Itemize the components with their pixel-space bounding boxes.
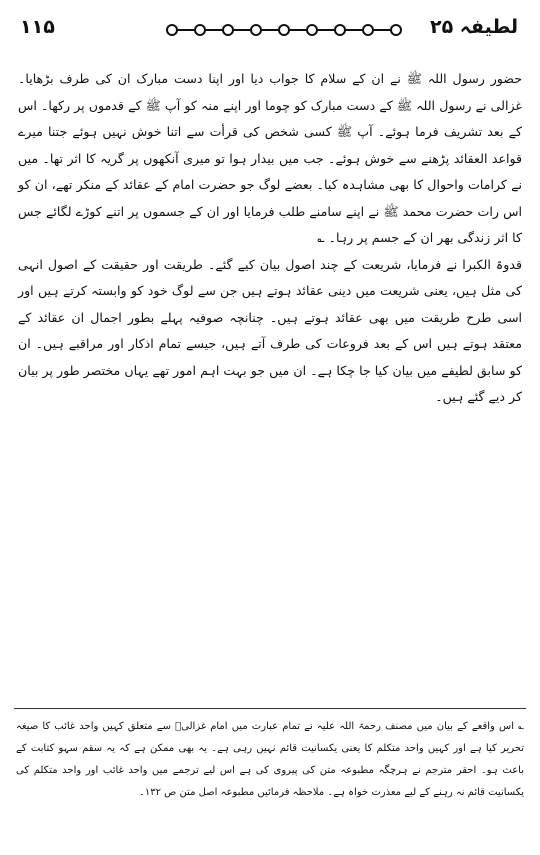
footnote-text: ؎ اس واقعے کے بیان میں مصنف رحمۃ اللہ علیہ نے تمام عبارت میں امام غزالیؒ سے متعلق کہیں واحد غائب کا صیغہ تحریر کیا ہے اور کہیں واحد متکلم کا یعنی یکسانیت قائم نہیں رہی ہے۔ یہ بھی ممکن ہے کہ یہ سقم سہو کتابت کے باعث ہو۔ احقر مترجم نے ہرچگہ مطبوعہ متن کی پیروی کی ہے اس لیے ترجمے میں واحد غائب اور واحد متکلم کی یکسانیت قائم نہ رہنے کے لیے معذرت خواہ ہے۔ ملاحظہ فرمائیں مطبوعہ اصل متن ص ۱۳۲۔ <box>16 721 524 798</box>
chain-of-rings-ornament-icon <box>164 22 412 38</box>
paragraph-1: حضور رسول اللہ ﷺ نے ان کے سلام کا جواب دیا اور اپنا دست مبارک ان کی طرف بڑھایا۔ غزالی نے رسول اللہ ﷺ کے دست مبارک کو چوما اور اپنے منہ کو آپ ﷺ کے قدموں پر رکھا۔ اس کے بعد تشریف فرما ہوئے۔ آپ ﷺ کسی شخص کی قرأت سے اتنا خوش نہیں ہوئے جتنا میرے قواعد العقائد پڑھنے سے خوش ہوئے۔ جب میں بیدار ہوا تو میری آنکھوں پر گریہ کا اثر تھا۔ میں نے کرامات واحوال کا بھی مشاہدہ کیا۔ بعضے لوگ جو حضرت امام کے عقائد کے منکر تھے، ان کو اس رات حضرت محمد ﷺ نے اپنے سامنے طلب فرمایا اور ان کے جسموں پر اتنے کوڑے لگائے جس کا اثر زندگی بھر ان کے جسم پر رہا۔ ؎ <box>18 71 522 245</box>
chapter-title: لطیفہ ۲۵ <box>429 16 518 38</box>
page-number: ۱۱۵ <box>20 16 55 38</box>
main-text <box>18 66 522 411</box>
footnote-divider <box>14 708 526 709</box>
paragraph-2: قدوۃ الکبرا نے فرمایا، شریعت کے چند اصول بیان کیے گئے۔ طریقت اور حقیقت کے اصول انہی کی مثل ہیں، یعنی شریعت میں دینی عقائد ہوتے ہیں جن سے لوگ خود کو وابستہ کرتے ہیں اور اسی طرح طریقت میں بھی عقائد ہوتے ہیں۔ چنانچہ صوفیہ پہلے بطور اجمال ان عقائد کے معتقد ہوتے ہیں اس کے بعد فروعات کی طرف آتے ہیں، جیسے تمام اذکار اور مراقبے ہیں۔ ان کو سابق لطیفے میں بیان کیا جا چکا ہے۔ ان میں جو بہت اہم امور تھے یہاں مختصر طور پر بیان کر دیے گئے ہیں۔ <box>18 256 522 404</box>
footnote <box>16 716 524 804</box>
page-header <box>14 16 526 46</box>
